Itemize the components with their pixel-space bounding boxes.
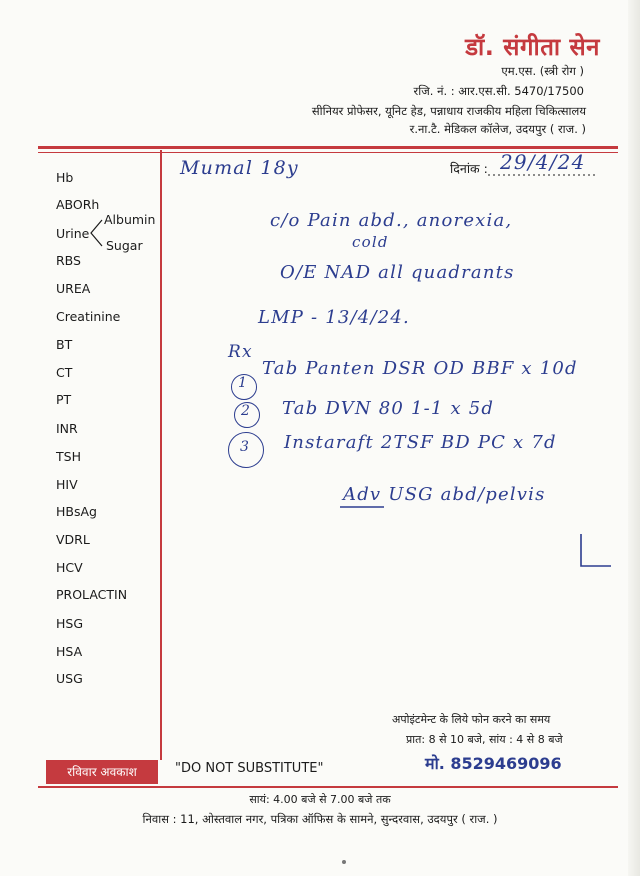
doctor-name: डॉ. संगीता सेन xyxy=(465,33,600,61)
test-ct: CT xyxy=(56,365,73,380)
test-hsa: HSA xyxy=(56,644,83,659)
footer-divider xyxy=(38,786,618,788)
residence-address: निवास : 11, ओस्तवाल नगर, पत्रिका ऑफिस के सामने, सुन्दरवास, उदयपुर ( राज. ) xyxy=(142,812,498,826)
test-hsg: HSG xyxy=(56,616,84,631)
college-name: र.ना.टै. मेडिकल कॉलेज, उदयपुर ( राज. ) xyxy=(409,122,586,136)
advice-line: Adv USG abd/pelvis xyxy=(343,484,546,505)
signature-mark xyxy=(575,532,615,572)
sunday-off-badge: रविवार अवकाश xyxy=(46,760,158,784)
test-inr: INR xyxy=(56,421,78,436)
complaint-line-1: c/o Pain abd., anorexia, xyxy=(270,210,513,231)
doctor-degree: एम.एस. (स्त्री रोग ) xyxy=(501,64,584,78)
evening-hours: सायं: 4.00 बजे से 7.00 बजे तक xyxy=(249,793,391,806)
medication-3: Instaraft 2TSF BD PC x 7d xyxy=(284,432,557,453)
test-hiv: HIV xyxy=(56,477,78,492)
test-hbsag: HBsAg xyxy=(56,504,97,519)
paper-speck xyxy=(342,860,346,864)
examination-line: O/E NAD all quadrants xyxy=(280,262,515,283)
tests-column-divider xyxy=(160,150,162,760)
medication-1: Tab Panten DSR OD BBF x 10d xyxy=(262,358,578,379)
test-rbs: RBS xyxy=(56,253,81,268)
urine-brace-icon xyxy=(88,218,104,248)
med-1-number: 1 xyxy=(238,375,249,391)
appointment-call-time-label: अपोइंटमेन्ट के लिये फोन करने का समय xyxy=(392,713,551,726)
doctor-designation: सीनियर प्रोफेसर, यूनिट हेड, पन्नाधाय राजकीय महिला चिकित्सालय xyxy=(311,104,586,118)
test-hcv: HCV xyxy=(56,560,83,575)
registration-number: रजि. नं. : आर.एस.सी. 5470/17500 xyxy=(413,84,584,98)
complaint-line-2: cold xyxy=(352,233,389,251)
test-vdrl: VDRL xyxy=(56,532,90,547)
test-hb: Hb xyxy=(56,170,74,185)
paper-edge-shadow xyxy=(628,0,640,876)
medication-2: Tab DVN 80 1-1 x 5d xyxy=(282,398,495,419)
test-bt: BT xyxy=(56,337,73,352)
test-tsh: TSH xyxy=(56,449,81,464)
test-urine: Urine xyxy=(56,226,90,241)
do-not-substitute-label: "DO NOT SUBSTITUTE" xyxy=(175,761,324,776)
test-creatinine: Creatinine xyxy=(56,309,121,324)
test-pt: PT xyxy=(56,392,72,407)
test-prolactin: PROLACTIN xyxy=(56,587,128,602)
test-urea: UREA xyxy=(56,281,91,296)
header-divider xyxy=(38,146,618,149)
date-value: 29/4/24 xyxy=(500,150,586,174)
test-aborh: ABORh xyxy=(56,197,100,212)
patient-name: Mumal 18y xyxy=(180,157,299,179)
appointment-timing: प्रात: 8 से 10 बजे, सांय : 4 से 8 बजे xyxy=(406,733,563,746)
mobile-number: मो. 8529469096 xyxy=(425,754,562,773)
advice-underline xyxy=(340,504,384,510)
med-2-number: 2 xyxy=(241,403,252,419)
lmp-line: LMP - 13/4/24. xyxy=(258,307,410,328)
date-label: दिनांक : xyxy=(450,161,488,176)
rx-symbol: Rx xyxy=(228,342,253,362)
test-urine-sugar: Sugar xyxy=(106,238,143,253)
test-urine-albumin: Albumin xyxy=(104,212,156,227)
med-3-number: 3 xyxy=(240,439,251,455)
test-usg: USG xyxy=(56,671,83,686)
